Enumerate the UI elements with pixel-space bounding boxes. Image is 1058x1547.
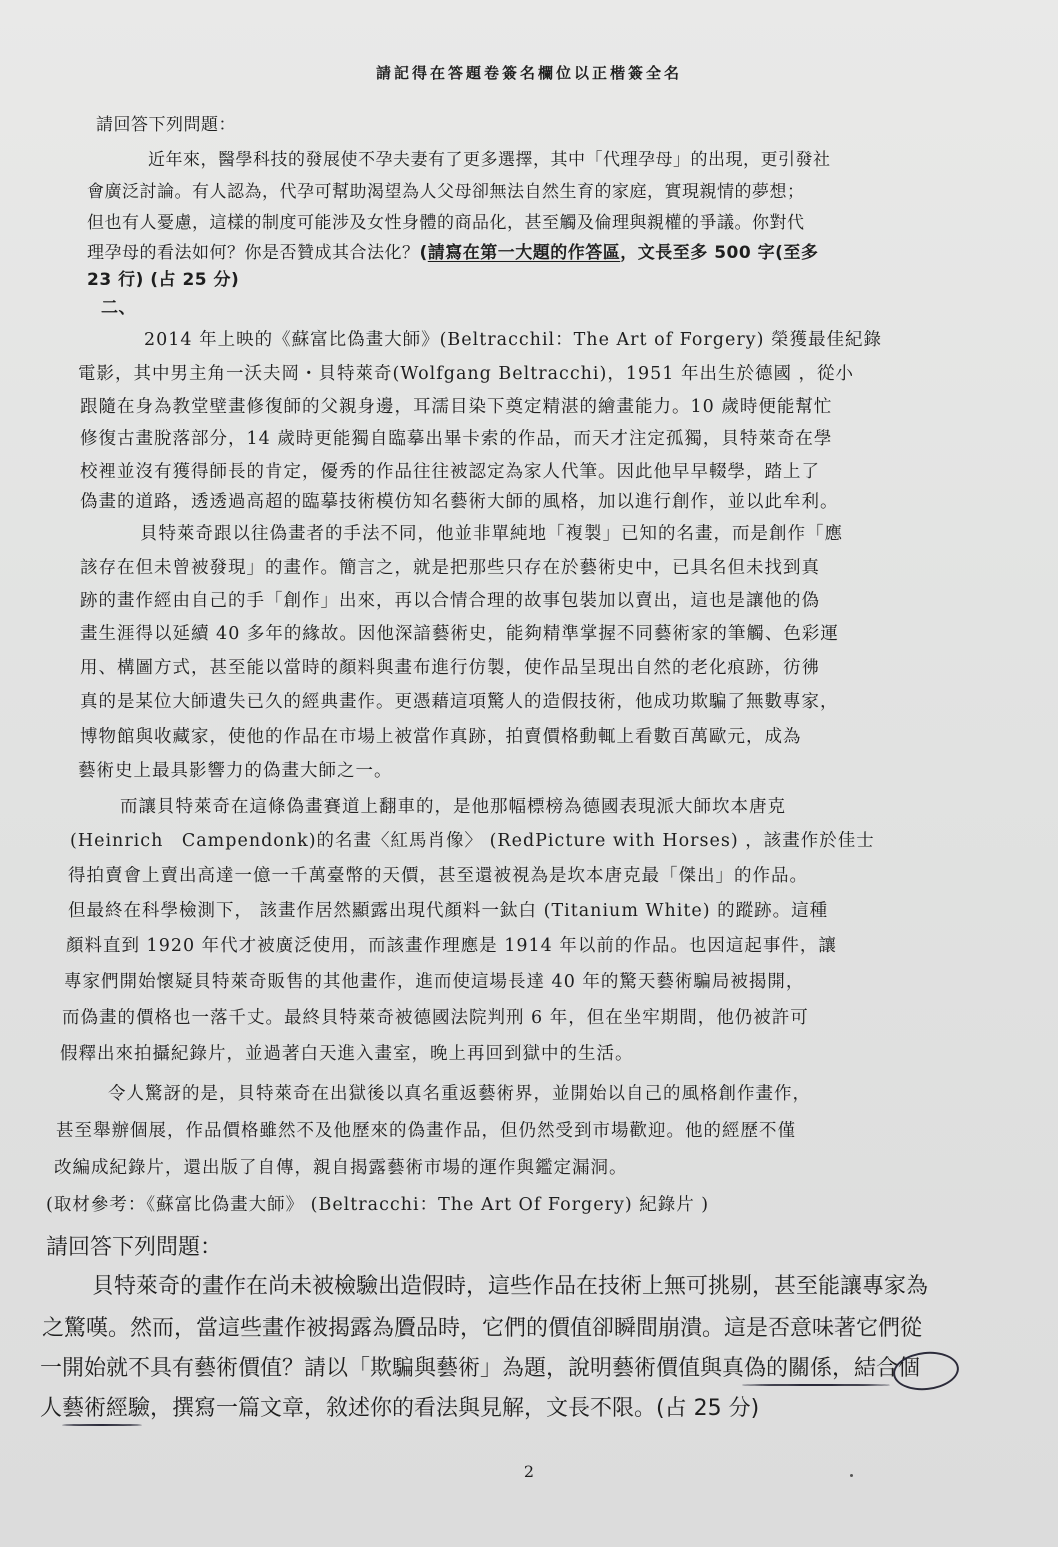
passage-line-14: 藝術史上最具影響力的偽畫大師之一。 [78,761,393,781]
passage-line-25: 改編成紀錄片，還出版了自傳，親自揭露藝術市場的運作與鑑定漏洞。 [54,1158,628,1178]
passage-line-21: 而偽畫的價格也一落千丈。最終貝特萊奇被德國法院判刑 6 年，但在坐牢期間，他仍被許可 [62,1008,809,1028]
passage-line-13: 博物館與收藏家，使他的作品在市場上被當作真跡，拍賣價格動輒上看數百萬歐元，成為 [80,727,802,747]
q1-line-4-text: 理孕母的看法如何？你是否贊成其合法化？ [87,243,420,263]
passage-line-4: 修復古畫脫落部分，14 歲時更能獨自臨摹出畢卡索的作品，而天才注定孤獨，貝特萊奇在學 [80,429,833,449]
q1-line-4 [87,245,818,262]
q1-line-3: 但也有人憂慮，這樣的制度可能涉及女性身體的商品化，甚至觸及倫理與親權的爭議。你對代 [87,213,805,233]
page-header-instruction: 請記得在答題卷簽名欄位以正楷簽全名 [375,64,682,82]
passage-line-5: 校裡並沒有獲得師長的肯定，優秀的作品往往被認定為家人代筆。因此他早早輟學，踏上了 [80,462,820,482]
q1-line-1: 近年來，醫學科技的發展使不孕夫妻有了更多選擇，其中「代理孕母」的出現，更引發社 [148,150,831,170]
passage-line-18: 但最終在科學檢測下， 該畫作居然顯露出現代顏料一鈦白 (Titanium White) 的蹤跡。這種 [68,901,829,921]
passage-line-2: 電影，其中男主角一沃夫岡・貝特萊奇(Wolfgang Beltracchi)，1951 年出生於德國 ，從小 [78,364,855,384]
q1-prompt-label: 請回答下列問題： [96,115,236,135]
passage-line-6: 偽畫的道路，透透過高超的臨摹技術模仿知名藝術大師的風格，加以進行創作，並以此牟利。 [80,492,839,512]
passage-line-3: 跟隨在身為教堂壁畫修復師的父親身邊，耳濡目染下奠定精湛的繪畫能力。10 歲時便能幫忙 [80,397,833,417]
passage-line-8: 該存在但未曾被發現」的畫作。簡言之，就是把那些只存在於藝術史中，已具名但未找到真 [80,558,820,578]
passage-line-16: (Heinrich Campendonk)的名畫〈紅馬肖像〉 (RedPicture with Horses) ，該畫作於佳士 [70,831,875,851]
passage-line-17: 得拍賣會上賣出高達一億一千萬臺幣的天價，甚至還被視為是坎本唐克最「傑出」的作品。 [68,866,808,886]
q2-line-4: 人藝術經驗，撰寫一篇文章，敘述你的看法與見解，文長不限。(占 25 分) [40,1396,760,1421]
q2-line-3: 一開始就不具有藝術價值？請以「欺騙與藝術」為題，說明藝術價值與真偽的關係，結合個 [40,1356,921,1381]
q2-prompt-label: 請回答下列問題： [46,1235,223,1260]
passage-source-citation: (取材參考：《蘇富比偽畫大師》 (Beltracchi：The Art Of Forgery) 紀錄片 ) [46,1195,710,1215]
q2-line-1: 貝特萊奇的畫作在尚未被檢驗出造假時，這些作品在技術上無可挑剔，甚至能讓專家為 [92,1274,929,1299]
passage-line-20: 專家們開始懷疑貝特萊奇販售的其他畫作，進而使這場長達 40 年的驚天藝術騙局被揭開， [64,972,805,992]
passage-line-23: 令人驚訝的是，貝特萊奇在出獄後以真名重返藝術界，並開始以自己的風格創作畫作， [108,1084,811,1104]
handwritten-underline-value-truth [742,1384,890,1386]
passage-line-22: 假釋出來拍攝紀錄片，並過著白天進入畫室，晚上再回到獄中的生活。 [60,1044,634,1064]
passage-line-11: 用、構圖方式，甚至能以當時的顏料與畫布進行仿製，使作品呈現出自然的老化痕跡，彷彿 [80,658,820,678]
passage-line-10: 畫生涯得以延續 40 多年的緣故。因他深諳藝術史，能夠精準掌握不同藝術家的筆觸、色彩運 [80,624,839,644]
q1-note-open: ( [419,243,428,263]
q1-answer-area-note: 請寫在第一大題的作答區 [427,243,621,263]
passage-line-19: 顏料直到 1920 年代才被廣泛使用，而該畫作理應是 1914 年以前的作品。也因這起事件，讓 [66,936,837,956]
q1-length-note: ，文長至多 500 字(至多 [620,243,819,263]
passage-line-24: 甚至舉辦個展，作品價格雖然不及他歷來的偽畫作品，但仍然受到市場歡迎。他的經歷不僅 [56,1121,796,1141]
handwritten-underline-personal-experience [62,1424,142,1426]
passage-line-7: 貝特萊奇跟以往偽畫者的手法不同，他並非單純地「複製」已知的名畫，而是創作「應 [140,524,843,544]
page-number: 2 [523,1462,535,1481]
q1-line-2: 會廣泛討論。有人認為，代孕可幫助渴望為人父母卻無法自然生育的家庭，實現親情的夢想； [87,182,805,202]
q2-line-2: 之驚嘆。然而，當這些畫作被揭露為贗品時，它們的價值卻瞬間崩潰。這是否意味著它們從 [42,1316,923,1341]
paper-speck [850,1474,853,1477]
passage-line-9: 跡的畫作經由自己的手「創作」出來，再以合情合理的故事包裝加以賣出，這也是讓他的偽 [80,591,820,611]
passage-line-1: 2014 年上映的《蘇富比偽畫大師》(Beltracchil：The Art of Forgery) 榮獲最佳紀錄 [144,330,882,350]
passage-line-12: 真的是某位大師遺失已久的經典畫作。更憑藉這項驚人的造假技術，他成功欺騙了無數專家， [80,692,839,712]
passage-line-15: 而讓貝特萊奇在這條偽畫賽道上翻車的，是他那幅標榜為德國表現派大師坎本唐克 [120,797,786,817]
section-2-label: 二、 [101,298,136,318]
q1-line-5: 23 行) (占 25 分) [87,270,240,290]
